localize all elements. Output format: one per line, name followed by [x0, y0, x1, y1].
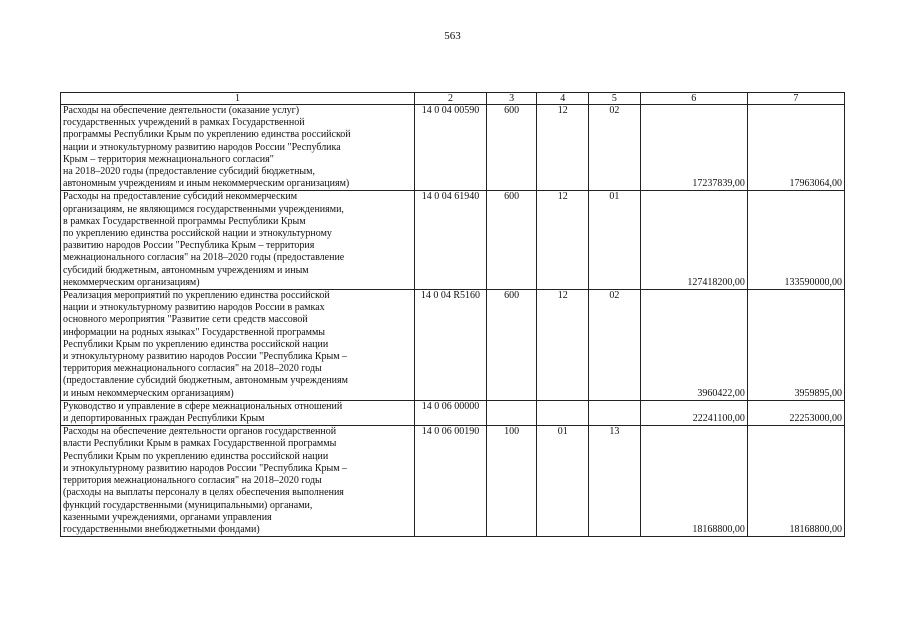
column-header: 5 [589, 93, 641, 105]
column-header: 6 [640, 93, 747, 105]
description-line: и этнокультурному развитию народов России "Республика Крым – [63, 351, 348, 363]
subsection-code: 13 [589, 426, 641, 537]
description-line: программы Республики Крым по укреплению единства российской [63, 129, 351, 141]
description-line: казенными учреждениями, органами управления [63, 511, 272, 523]
description-line: развитию народов России "Республика Крым – территория [63, 240, 315, 252]
description-line: нации и этнокультурному развитию народов России "Республика [63, 141, 341, 153]
section-code: 12 [537, 105, 589, 191]
section-code: 12 [537, 290, 589, 401]
description-line: (расходы на выплаты персоналу в целях обеспечения выполнения [63, 487, 344, 499]
description-line: основного мероприятия "Развитие сети средств массовой [63, 314, 308, 326]
column-header: 4 [537, 93, 589, 105]
description-line: Расходы на обеспечение деятельности (оказание услуг) [63, 105, 300, 116]
description-line: и этнокультурному развитию народов России "Республика Крым – [63, 462, 348, 474]
row-description [61, 426, 415, 537]
description-line: субсидий бюджетным, автономным учреждениям и иным [63, 264, 309, 276]
description-line: и депортированных граждан Республики Крым [63, 413, 265, 425]
expense-type-code: 100 [486, 426, 537, 537]
budget-classification-code: 14 0 06 00190 [415, 426, 487, 537]
column-header: 2 [415, 93, 487, 105]
amount-year-2: 22253000,00 [747, 400, 844, 425]
amount-year-1: 22241100,00 [640, 400, 747, 425]
row-description [61, 400, 415, 425]
budget-classification-code: 14 0 04 R5160 [415, 290, 487, 401]
amount-year-2: 3959895,00 [747, 290, 844, 401]
amount-year-1: 17237839,00 [640, 105, 747, 191]
table-row [61, 191, 845, 290]
table-header-row [61, 93, 845, 105]
subsection-code: 02 [589, 290, 641, 401]
amount-year-1: 127418200,00 [640, 191, 747, 290]
table-row [61, 290, 845, 401]
expense-type-code: 600 [486, 290, 537, 401]
column-header: 7 [747, 93, 844, 105]
description-line: Республики Крым по укреплению единства российской нации [63, 338, 329, 350]
description-line: нации и этнокультурному развитию народов России в рамках [63, 302, 325, 314]
table-row [61, 400, 845, 425]
table-row [61, 105, 845, 191]
description-line: Расходы на предоставление субсидий некоммерческим [63, 191, 298, 203]
description-line: государственными внебюджетными фондами) [63, 523, 260, 535]
amount-year-2: 18168800,00 [747, 426, 844, 537]
budget-classification-code: 14 0 06 00000 [415, 400, 487, 425]
description-line: по укреплению единства российской нации и этнокультурному [63, 228, 332, 240]
description-line: межнационального согласия" на 2018–2020 годы (предоставление [63, 252, 345, 264]
amount-year-2: 17963064,00 [747, 105, 844, 191]
row-description [61, 105, 415, 191]
budget-classification-code: 14 0 04 00590 [415, 105, 487, 191]
description-line: в рамках Государственной программы Республики Крым [63, 215, 306, 227]
page-number: 563 [444, 30, 461, 42]
expense-type-code: 600 [486, 105, 537, 191]
section-code [537, 400, 589, 425]
description-line: функций государственными (муниципальными) органами, [63, 499, 313, 511]
column-header: 1 [61, 93, 415, 105]
description-line: автономным учреждениям и иным некоммерческим организациям) [63, 178, 350, 190]
subsection-code [589, 400, 641, 425]
description-line: на 2018–2020 годы (предоставление субсидий бюджетным, [63, 166, 315, 178]
description-line: Крым – территория межнационального согласия" [63, 153, 274, 165]
description-line: информации на родных языках" Государственной программы [63, 326, 326, 338]
description-line: Руководство и управление в сфере межнациональных отношений [63, 400, 343, 412]
description-line: Республики Крым по укреплению единства российской нации [63, 450, 329, 462]
table-row [61, 426, 845, 537]
description-line: Расходы на обеспечение деятельности органов государственной [63, 426, 337, 438]
expense-type-code [486, 400, 537, 425]
description-line: территория межнационального согласия" на 2018–2020 годы [63, 363, 322, 375]
section-code: 12 [537, 191, 589, 290]
budget-table [60, 92, 845, 537]
expense-type-code: 600 [486, 191, 537, 290]
subsection-code: 01 [589, 191, 641, 290]
description-line: власти Республики Крым в рамках Государственной программы [63, 438, 337, 450]
subsection-code: 02 [589, 105, 641, 191]
budget-classification-code: 14 0 04 61940 [415, 191, 487, 290]
description-line: (предоставление субсидий бюджетным, автономным учреждениям [63, 375, 348, 387]
amount-year-2: 133590000,00 [747, 191, 844, 290]
amount-year-1: 18168800,00 [640, 426, 747, 537]
description-line: некоммерческим организациям) [63, 276, 200, 288]
description-line: организациям, не являющимся государственными учреждениями, [63, 203, 344, 215]
description-line: Реализация мероприятий по укреплению единства российской [63, 290, 330, 302]
row-description [61, 191, 415, 290]
section-code: 01 [537, 426, 589, 537]
column-header: 3 [486, 93, 537, 105]
row-description [61, 290, 415, 401]
description-line: государственных учреждений в рамках Государственной [63, 117, 305, 129]
description-line: территория межнационального согласия" на 2018–2020 годы [63, 475, 322, 487]
description-line: и иным некоммерческим организациям) [63, 387, 234, 399]
amount-year-1: 3960422,00 [640, 290, 747, 401]
